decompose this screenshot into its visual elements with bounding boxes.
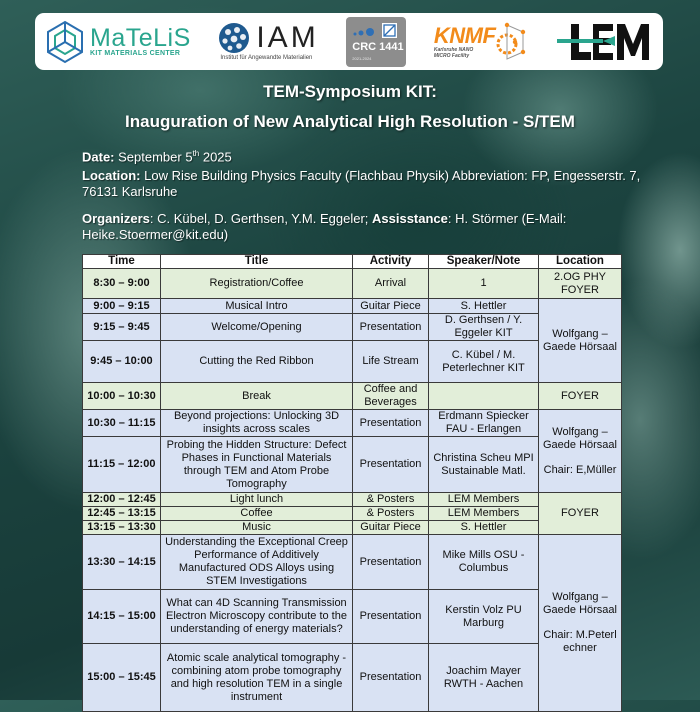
date-year: 2025 bbox=[199, 149, 232, 165]
organizers-label: Organizers bbox=[82, 211, 150, 226]
session-chair: Chair: E,Müller bbox=[543, 463, 617, 476]
location-hall: Wolfgang – Gaede Hörsaal bbox=[543, 425, 617, 451]
table-row bbox=[83, 535, 622, 590]
row-time: 9:15 – 9:45 bbox=[83, 314, 161, 341]
row-time: 13:15 – 13:30 bbox=[83, 521, 161, 535]
crc-logo bbox=[346, 17, 406, 67]
matelis-name: MaTeLiS bbox=[90, 24, 191, 52]
row-speaker: LEM Members bbox=[429, 493, 539, 507]
knmf-subtitle-1: Karlsruhe NANO bbox=[433, 46, 474, 53]
knmf-subtitle-2: MICRO Facility bbox=[433, 52, 470, 59]
row-location bbox=[539, 410, 622, 493]
table-row bbox=[83, 299, 622, 314]
assistance-value: : H. Störmer (E-Mail: Heike.Stoermer@kit.edu) bbox=[82, 211, 567, 242]
row-speaker: LEM Members bbox=[429, 507, 539, 521]
knmf-name: KNMF bbox=[433, 22, 496, 48]
organizers-line bbox=[82, 211, 642, 243]
table-row bbox=[83, 269, 622, 299]
date-line bbox=[82, 146, 642, 165]
row-title: Beyond projections: Unlocking 3D insights across scales bbox=[161, 410, 353, 437]
schedule-table bbox=[82, 254, 622, 712]
column-header-location: Location bbox=[539, 255, 622, 269]
row-activity: Presentation bbox=[353, 410, 429, 437]
crc-name: CRC 1441 bbox=[352, 40, 404, 53]
row-time: 14:15 – 15:00 bbox=[83, 590, 161, 644]
table-row bbox=[83, 383, 622, 410]
matelis-knot-icon bbox=[45, 20, 85, 64]
row-location: FOYER bbox=[539, 493, 622, 535]
row-title: Understanding the Exceptional Creep Performance of Additively Manufactured ODS Alloys using STEM Investigations bbox=[161, 535, 353, 590]
crc-years: 2021-2024 bbox=[352, 55, 372, 61]
row-activity: Presentation bbox=[353, 437, 429, 493]
date-label: Date: bbox=[82, 149, 115, 165]
row-speaker: Kerstin Volz PU Marburg bbox=[429, 590, 539, 644]
row-title: Cutting the Red Ribbon bbox=[161, 341, 353, 383]
row-location: 2.OG PHY FOYER bbox=[539, 269, 622, 299]
row-title: Probing the Hidden Structure: Defect Phases in Functional Materials through TEM and Atom Probe Tomography bbox=[161, 437, 353, 493]
row-time: 10:00 – 10:30 bbox=[83, 383, 161, 410]
row-title: Atomic scale analytical tomography - combining atom probe tomography and high resolution TEM in a single instrument bbox=[161, 644, 353, 712]
knmf-gear-icon bbox=[495, 22, 529, 62]
row-activity: & Posters bbox=[353, 493, 429, 507]
row-activity: Life Stream bbox=[353, 341, 429, 383]
row-time: 12:45 – 13:15 bbox=[83, 507, 161, 521]
iam-name: IAM bbox=[256, 21, 319, 54]
row-speaker: C. Kübel / M. Peterlechner KIT bbox=[429, 341, 539, 383]
column-header-time: Time bbox=[83, 255, 161, 269]
row-speaker: D. Gerthsen / Y. Eggeler KIT bbox=[429, 314, 539, 341]
column-header-speaker: Speaker/Note bbox=[429, 255, 539, 269]
row-time: 8:30 – 9:00 bbox=[83, 269, 161, 299]
row-time: 11:15 – 12:00 bbox=[83, 437, 161, 493]
lem-logo bbox=[557, 22, 651, 62]
row-title: Registration/Coffee bbox=[161, 269, 353, 299]
row-speaker: Christina Scheu MPI Sustainable Matl. bbox=[429, 437, 539, 493]
crc-dots-icon bbox=[352, 22, 400, 40]
row-time: 9:00 – 9:15 bbox=[83, 299, 161, 314]
date-value: September 5 bbox=[114, 149, 193, 165]
column-header-activity: Activity bbox=[353, 255, 429, 269]
assistance-label: Assisstance bbox=[372, 211, 448, 226]
row-title: Break bbox=[161, 383, 353, 410]
page-title: TEM-Symposium KIT: bbox=[263, 82, 437, 101]
location-label: Location: bbox=[82, 168, 141, 183]
row-time: 12:00 – 12:45 bbox=[83, 493, 161, 507]
row-time: 9:45 – 10:00 bbox=[83, 341, 161, 383]
row-location: FOYER bbox=[539, 383, 622, 410]
knmf-logo bbox=[434, 22, 530, 62]
row-time: 10:30 – 11:15 bbox=[83, 410, 161, 437]
location-hall: Wolfgang – Gaede Hörsaal bbox=[543, 591, 617, 616]
matelis-subtitle: KIT MATERIALS CENTER bbox=[90, 50, 181, 57]
row-speaker: S. Hettler bbox=[429, 299, 539, 314]
location-line bbox=[82, 168, 642, 200]
row-title: Musical Intro bbox=[161, 299, 353, 314]
date-suffix: th bbox=[192, 149, 200, 158]
row-speaker: Mike Mills OSU - Columbus bbox=[429, 535, 539, 590]
row-speaker: Joachim Mayer RWTH - Aachen bbox=[429, 644, 539, 712]
row-title: Light lunch bbox=[161, 493, 353, 507]
row-activity: Guitar Piece bbox=[353, 521, 429, 535]
table-row bbox=[83, 410, 622, 437]
row-activity: Guitar Piece bbox=[353, 299, 429, 314]
logo-bar bbox=[35, 13, 663, 70]
table-row bbox=[83, 493, 622, 507]
location-value: Low Rise Building Physics Faculty (Flachbau Physik) Abbreviation: FP, Engesserstr. 7, 76131 Karlsruhe bbox=[82, 168, 641, 199]
lem-logo-icon bbox=[557, 22, 651, 62]
row-speaker bbox=[429, 383, 539, 410]
row-activity: Presentation bbox=[353, 535, 429, 590]
table-header-row bbox=[83, 255, 622, 269]
row-time: 13:30 – 14:15 bbox=[83, 535, 161, 590]
organizers-value: : C. Kübel, D. Gerthsen, Y.M. Eggeler; bbox=[149, 211, 372, 226]
row-location: Wolfgang – Gaede Hörsaal bbox=[539, 299, 622, 383]
row-speaker: S. Hettler bbox=[429, 521, 539, 535]
row-speaker: 1 bbox=[429, 269, 539, 299]
column-header-title: Title bbox=[161, 255, 353, 269]
iam-logo bbox=[218, 22, 318, 61]
row-activity: & Posters bbox=[353, 507, 429, 521]
row-activity: Presentation bbox=[353, 644, 429, 712]
row-title: What can 4D Scanning Transmission Electron Microscopy contribute to the understanding of energy materials? bbox=[161, 590, 353, 644]
page-subtitle: Inauguration of New Analytical High Resolution - S/TEM bbox=[125, 112, 575, 131]
row-activity: Presentation bbox=[353, 314, 429, 341]
iam-sphere-icon bbox=[218, 22, 250, 54]
row-activity: Coffee and Beverages bbox=[353, 383, 429, 410]
session-chair: Chair: M.Peterlechner bbox=[543, 629, 617, 654]
iam-subtitle: Institut für Angewandte Materialien bbox=[220, 55, 313, 61]
row-title: Music bbox=[161, 521, 353, 535]
row-activity: Presentation bbox=[353, 590, 429, 644]
row-activity: Arrival bbox=[353, 269, 429, 299]
row-title: Coffee bbox=[161, 507, 353, 521]
matelis-logo bbox=[45, 20, 191, 64]
row-title: Welcome/Opening bbox=[161, 314, 353, 341]
row-time: 15:00 – 15:45 bbox=[83, 644, 161, 712]
row-location bbox=[539, 535, 622, 712]
row-speaker: Erdmann Spiecker FAU - Erlangen bbox=[429, 410, 539, 437]
